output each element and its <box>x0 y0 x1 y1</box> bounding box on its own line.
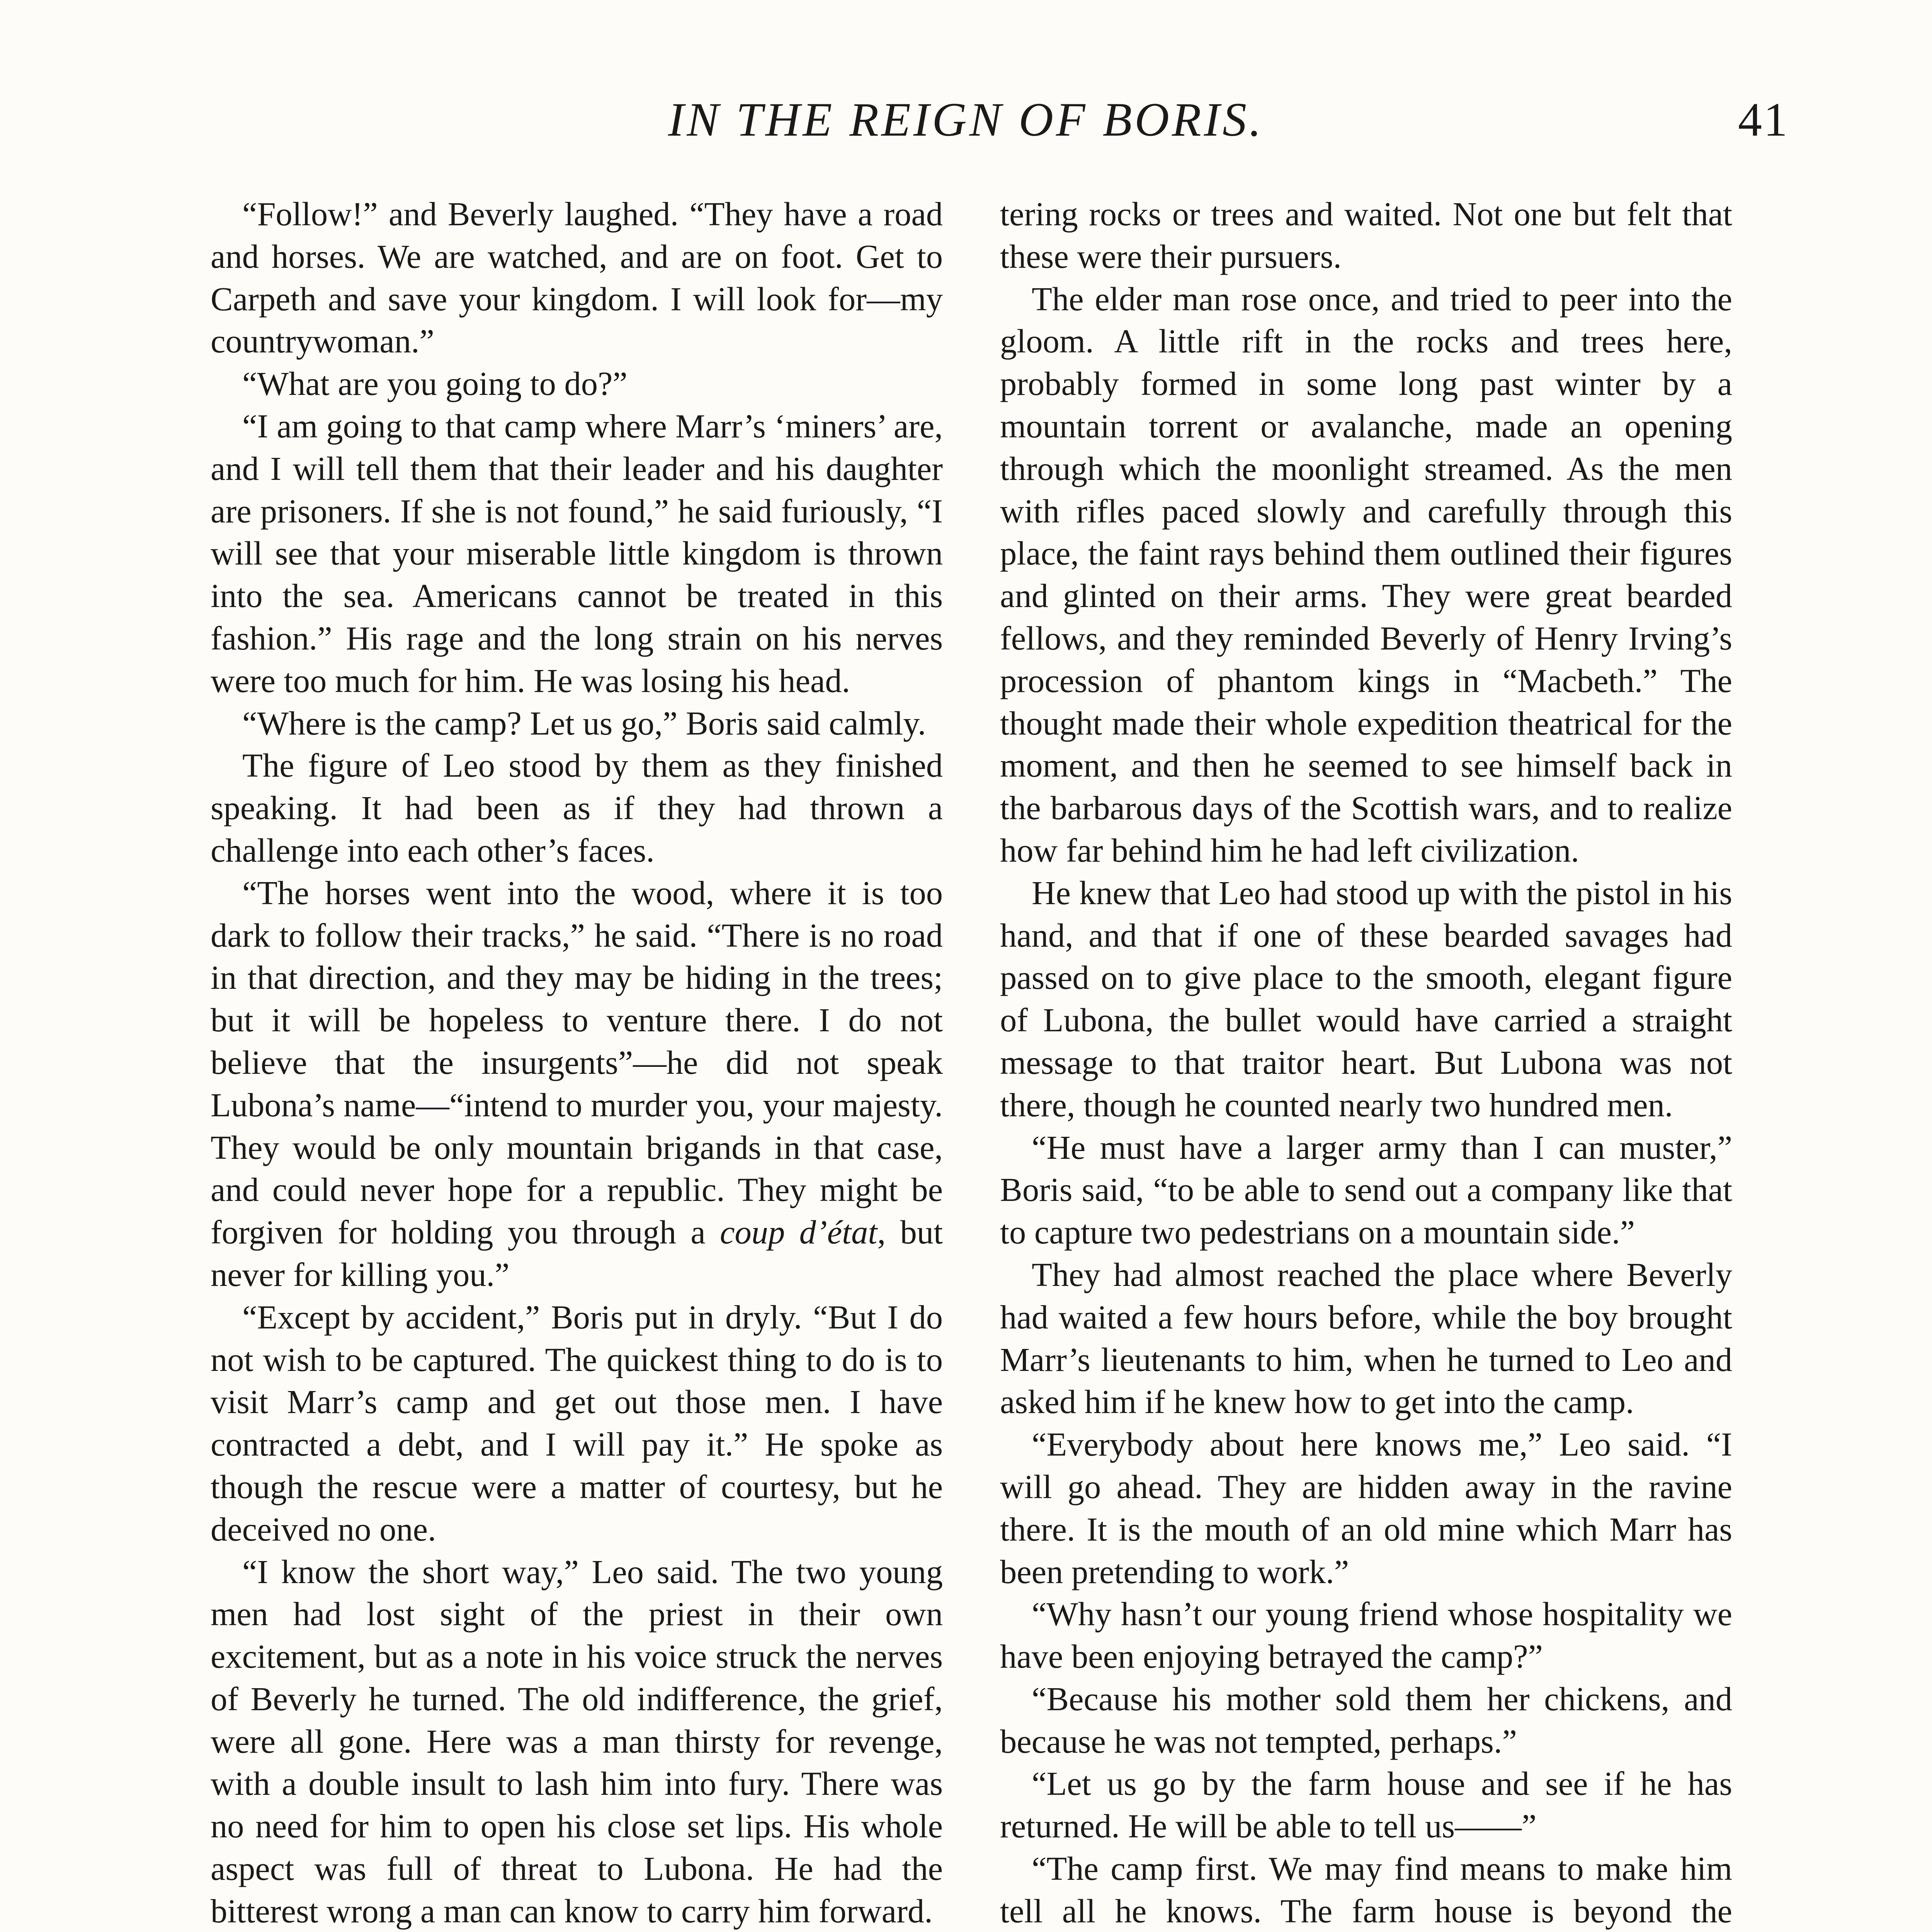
paragraph-continuation: tering rocks or trees and waited. Not one but felt that these were their pursuers. <box>1000 196 1732 275</box>
paragraph: The figure of Leo stood by them as they finished speaking. It had been as if they had thrown a challenge into each other’s faces. <box>211 747 943 869</box>
left-column <box>211 193 943 1932</box>
paragraph: “What are you going to do?” <box>242 365 628 403</box>
paragraph: “Where is the camp? Let us go,” Boris said calmly. <box>242 704 926 742</box>
paragraph: “Let us go by the farm house and see if he has returned. He will be able to tell us——” <box>1000 1765 1732 1845</box>
paragraph: They had almost reached the place where Beverly had waited a few hours before, while the boy brought Marr’s lieutenants to him, when he turned to Leo and asked him if he knew how to get into the camp. <box>1000 1256 1732 1421</box>
paragraph: “I am going to that camp where Marr’s ‘miners’ are, and I will tell them that their leader and his daughter are prisoners. If she is not found,” he said furiously, “I will see that your miserable little kingdom is thrown into the sea. Americans cannot be treated in this fashion.” His rage and the long strain on his nerves were too much for him. He was losing his head. <box>211 407 943 699</box>
paragraph: “He must have a larger army than I can muster,” Boris said, “to be able to send out a company like that to capture two pedestrians on a mountain side.” <box>1000 1129 1732 1251</box>
page-number: 41 <box>1738 93 1789 146</box>
paragraph: “The camp first. We may find means to make him tell all he knows. The farm house is beyond the <box>1000 1850 1732 1930</box>
paragraph: “Follow!” and Beverly laughed. “They have a road and horses. We are watched, and are on foot. Get to Carpeth and save your kingdom. I will look for—my countrywoman.” <box>211 196 943 360</box>
italic-phrase: coup d’état <box>720 1214 878 1251</box>
paragraph: He knew that Leo had stood up with the pistol in his hand, and that if one of these bearded savages had passed on to give place to the smooth, elegant figure of Lubona, the bullet would have carried a straight message to that traitor heart. But Lubona was not there, though he counted nearly two hundred men. <box>1000 874 1732 1124</box>
page-header <box>0 89 1932 158</box>
right-column <box>1000 193 1732 1932</box>
running-title: IN THE REIGN OF BORIS. <box>668 93 1264 146</box>
paragraph: “Except by accident,” Boris put in dryly. “But I do not wish to be captured. The quickest thing to do is to visit Marr’s camp and get out those men. I have contracted a debt, and I will pay it.” He spoke as though the rescue were a matter of courtesy, but he deceived no one. <box>211 1298 943 1548</box>
paragraph: “Everybody about here knows me,” Leo said. “I will go ahead. They are hidden away in the ravine there. It is the mouth of an old mine which Marr has been pretending to work.” <box>1000 1426 1732 1590</box>
paragraph-text: “The horses went into the wood, where it is too dark to follow their tracks,” he said. “There is no road in that direction, and they may be hiding in the trees; but it will be hopeless to venture there. I do not believe that the insurgents”—he did not speak Lubona’s name—“intend to murder you, your majesty. They would be only mountain brigands in that case, and could never hope for a republic. They might be forgiven for holding you through a <box>211 874 943 1251</box>
paragraph <box>211 872 943 1296</box>
paragraph: “I know the short way,” Leo said. The two young men had lost sight of the priest in their own excitement, but as a note in his voice struck the nerves of Beverly he turned. The old indifference, the grief, were all gone. Here was a man thirsty for revenge, with a double insult to lash him into fury. There was no need for him to open his close set lips. His whole aspect was full of threat to Lubona. He had the bitterest wrong a man can know to carry him forward. <box>211 1553 943 1930</box>
paragraph: “Why hasn’t our young friend whose hospitality we have been enjoying betrayed the camp?” <box>1000 1595 1732 1675</box>
paragraph: The elder man rose once, and tried to peer into the gloom. A little rift in the rocks and trees here, probably formed in some long past winter by a mountain torrent or avalanche, made an opening through which the moonlight streamed. As the men with rifles paced slowly and carefully through this place, the faint rays behind them outlined their figures and glinted on their arms. They were great bearded fellows, and they reminded Beverly of Henry Irving’s procession of phantom kings in “Macbeth.” The thought made their whole expedition theatrical for the moment, and then he seemed to see himself back in the barbarous days of the Scottish wars, and to realize how far behind him he had left civilization. <box>1000 280 1732 869</box>
paragraph: “Because his mother sold them her chickens, and because he was not tempted, perhaps.” <box>1000 1680 1732 1760</box>
paragraph-text: , but never for killing you.” <box>211 1214 943 1293</box>
